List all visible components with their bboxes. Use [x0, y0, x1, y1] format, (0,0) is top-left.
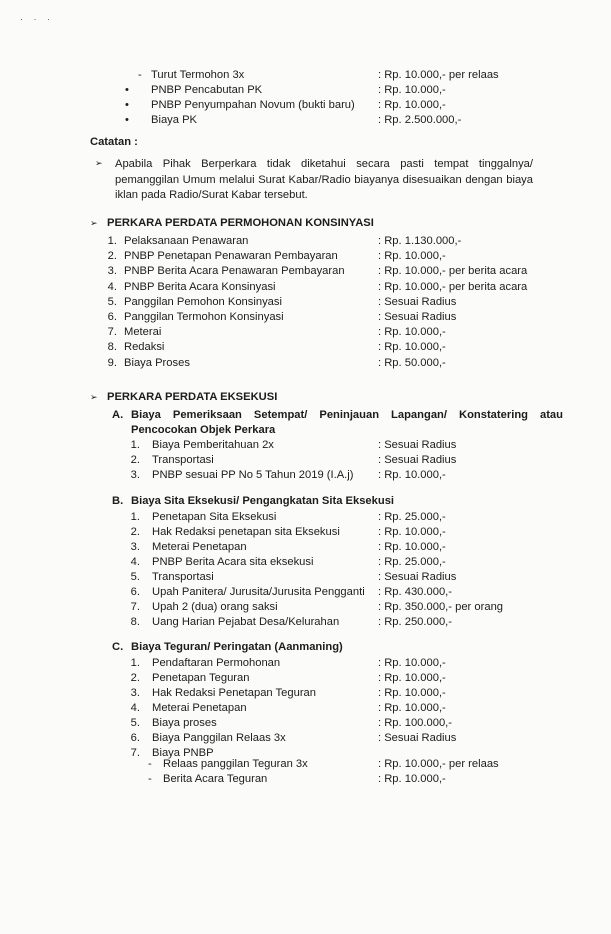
fee-row: [0, 731, 611, 745]
fee-label: PNBP Penyumpahan Novum (bukti baru): [151, 99, 355, 111]
fee-label: PNBP Pencabutan PK: [151, 84, 263, 96]
fee-label: Panggilan Pemohon Konsinyasi: [124, 295, 282, 308]
item-number: 4.: [130, 556, 140, 568]
fee-row: [0, 438, 611, 452]
fee-value: : Rp. 10.000,-: [378, 250, 446, 263]
fee-label: Upah 2 (dua) orang saksi: [152, 601, 278, 613]
fee-value: : Sesuai Radius: [378, 311, 457, 323]
fee-label: Uang Harian Pejabat Desa/Kelurahan: [152, 616, 340, 628]
fee-label: Panggilan Termohon Konsinyasi: [124, 311, 284, 323]
item-number: 7.: [107, 326, 117, 339]
fee-row: [0, 540, 611, 554]
fee-value: : Rp. 250.000,-: [378, 616, 453, 628]
item-number: 1.: [130, 511, 140, 523]
arrow-bullet-icon: ➢: [90, 218, 98, 228]
catatan-paragraph: Apabila Pihak Berperkara tidak diketahui secara pasti tempat tinggalnya/ pemanggilan Umum melalui Surat Kabar/Radio biayanya disesuaikan dengan biaya iklan pada Radio/Surat Kabar tersebut.: [115, 158, 533, 201]
bullet-marker: •: [125, 99, 129, 111]
fee-row: [0, 249, 611, 263]
fee-row: [0, 585, 611, 599]
fee-label: PNBP Berita Acara sita eksekusi: [152, 556, 314, 568]
fee-value: : Rp. 10.000,-: [378, 672, 446, 684]
fee-value: : Rp. 10.000,-: [378, 702, 446, 714]
fee-row: [0, 113, 611, 127]
fee-row: [0, 310, 611, 324]
item-number: 7.: [130, 601, 140, 613]
item-number: 3.: [130, 469, 140, 481]
fee-row: [0, 686, 611, 700]
bullet-marker: •: [125, 114, 129, 126]
fee-value: : Rp. 10.000,- per relaas: [378, 69, 499, 81]
bullet-marker: -: [148, 773, 152, 785]
fee-label: Redaksi: [124, 341, 165, 354]
fee-label: Biaya PNBP: [152, 747, 214, 759]
fee-row: [0, 98, 611, 112]
item-number: 6.: [130, 732, 140, 744]
fee-label: Hak Redaksi Penetapan Teguran: [152, 687, 316, 699]
section-b-letter: B.: [112, 495, 124, 507]
konsinyasi-title: PERKARA PERDATA PERMOHONAN KONSINYASI: [107, 217, 374, 229]
item-number: 4.: [107, 280, 117, 293]
item-number: 5.: [130, 717, 140, 729]
fee-value: : Rp. 350.000,- per orang: [378, 601, 504, 613]
item-number: 8.: [130, 616, 140, 628]
item-number: 8.: [107, 341, 117, 354]
fee-value: : Rp. 10.000,-: [378, 84, 446, 96]
fee-label: Transportasi: [152, 454, 214, 466]
section-b-title: Biaya Sita Eksekusi/ Pengangkatan Sita Eksekusi: [131, 495, 395, 507]
item-number: 1.: [130, 657, 140, 669]
fee-row: [0, 453, 611, 467]
fee-row: [0, 757, 611, 771]
section-a-title-line2: Pencocokan Objek Perkara: [131, 424, 276, 436]
fee-label: PNBP Penetapan Penawaran Pembayaran: [124, 250, 338, 263]
fee-row: [0, 716, 611, 730]
bullet-marker: -: [148, 758, 152, 770]
item-number: 2.: [130, 672, 140, 684]
fee-row: [0, 356, 611, 370]
item-number: 2.: [130, 454, 140, 466]
fee-row: [0, 68, 611, 82]
item-number: 3.: [130, 687, 140, 699]
fee-label: Biaya Panggilan Relaas 3x: [152, 732, 286, 744]
fee-value: : Rp. 10.000,-: [378, 99, 446, 111]
fee-row: [0, 555, 611, 569]
fee-row: [0, 600, 611, 614]
fee-label: PNBP sesuai PP No 5 Tahun 2019 (I.A.j): [152, 469, 354, 481]
fee-label: Turut Termohon 3x: [151, 69, 245, 81]
fee-row: [0, 280, 611, 294]
fee-value: : Rp. 10.000,- per relaas: [378, 758, 499, 770]
item-number: 7.: [130, 747, 140, 759]
fee-label: Pelaksanaan Penawaran: [124, 235, 249, 247]
fee-row: [0, 656, 611, 670]
fee-value: : Rp. 25.000,-: [378, 556, 446, 568]
fee-row: [0, 325, 611, 339]
fee-row: [0, 510, 611, 524]
item-number: 1.: [130, 439, 140, 451]
fee-label: Berita Acara Teguran: [163, 773, 268, 785]
fee-label: Biaya PK: [151, 114, 198, 126]
item-number: 6.: [130, 586, 140, 598]
item-number: 3.: [130, 541, 140, 553]
fee-value: : Rp. 100.000,-: [378, 717, 453, 729]
scan-specks: · · ·: [20, 14, 54, 24]
fee-value: : Sesuai Radius: [378, 295, 457, 308]
fee-value: : Sesuai Radius: [378, 454, 457, 466]
bullet-marker: -: [138, 69, 142, 81]
fee-value: : Rp. 25.000,-: [378, 511, 446, 523]
fee-label: Penetapan Sita Eksekusi: [152, 511, 277, 523]
fee-value: : Rp. 10.000,- per berita acara: [378, 280, 528, 293]
item-number: 9.: [107, 356, 117, 369]
fee-row: [0, 772, 611, 786]
section-c-letter: C.: [112, 641, 124, 653]
fee-row: [0, 234, 611, 248]
catatan-title: Catatan :: [90, 136, 138, 148]
eksekusi-title: PERKARA PERDATA EKSEKUSI: [107, 391, 278, 403]
fee-value: : Rp. 10.000,-: [378, 526, 446, 538]
fee-label: Biaya Proses: [124, 356, 190, 369]
fee-value: : Rp. 10.000,-: [378, 541, 446, 553]
fee-value: : Rp. 10.000,-: [378, 469, 446, 481]
fee-label: PNBP Berita Acara Penawaran Pembayaran: [124, 265, 345, 278]
fee-row: [0, 615, 611, 629]
fee-value: : Sesuai Radius: [378, 732, 457, 744]
fee-label: Biaya proses: [152, 717, 217, 729]
fee-label: Meterai Penetapan: [152, 702, 247, 714]
fee-value: : Rp. 10.000,-: [378, 657, 446, 669]
fee-value: : Rp. 10.000,-: [378, 773, 446, 785]
item-number: 1.: [107, 235, 117, 247]
fee-row: [0, 570, 611, 584]
fee-row: [0, 468, 611, 482]
fee-label: Meterai Penetapan: [152, 541, 247, 553]
fee-label: Transportasi: [152, 571, 214, 583]
fee-value: : Rp. 10.000,-: [378, 326, 446, 339]
fee-label: Hak Redaksi penetapan sita Eksekusi: [152, 526, 340, 538]
fee-row: [0, 701, 611, 715]
fee-label: Penetapan Teguran: [152, 672, 250, 684]
fee-row: [0, 295, 611, 309]
fee-label: Upah Panitera/ Jurusita/Jurusita Pengganti: [152, 586, 365, 598]
fee-row: [0, 83, 611, 97]
fee-value: : Rp. 10.000,-: [378, 341, 446, 354]
fee-label: Meterai: [124, 326, 162, 339]
fee-row: [0, 340, 611, 354]
item-number: 5.: [107, 295, 117, 308]
fee-value: : Sesuai Radius: [378, 571, 457, 583]
fee-value: : Sesuai Radius: [378, 439, 457, 451]
fee-row: [0, 525, 611, 539]
fee-value: : Rp. 50.000,-: [378, 356, 446, 369]
fee-label: Biaya Pemberitahuan 2x: [152, 439, 274, 451]
fee-value: : Rp. 10.000,-: [378, 687, 446, 699]
section-a-letter: A.: [112, 409, 124, 421]
fee-value: : Rp. 1.130.000,-: [378, 235, 462, 247]
section-c-title: Biaya Teguran/ Peringatan (Aanmaning): [131, 641, 343, 653]
section-a-title: Biaya Pemeriksaan Setempat/ Peninjauan Lapangan/ Konstatering atau: [131, 409, 563, 421]
item-number: 2.: [107, 250, 117, 263]
bullet-marker: •: [125, 84, 129, 96]
arrow-bullet-icon: ➢: [90, 392, 98, 402]
item-number: 2.: [130, 526, 140, 538]
item-number: 4.: [130, 702, 140, 714]
item-number: 5.: [130, 571, 140, 583]
fee-row: [0, 264, 611, 278]
arrow-bullet-icon: ➢: [95, 158, 103, 168]
fee-value: : Rp. 10.000,- per berita acara: [378, 265, 528, 278]
fee-row: [0, 671, 611, 685]
fee-label: PNBP Berita Acara Konsinyasi: [124, 280, 276, 293]
item-number: 3.: [107, 265, 117, 278]
fee-value: : Rp. 430.000,-: [378, 586, 453, 598]
fee-value: : Rp. 2.500.000,-: [378, 114, 462, 126]
fee-label: Pendaftaran Permohonan: [152, 657, 281, 669]
fee-label: Relaas panggilan Teguran 3x: [163, 758, 308, 770]
item-number: 6.: [107, 311, 117, 323]
